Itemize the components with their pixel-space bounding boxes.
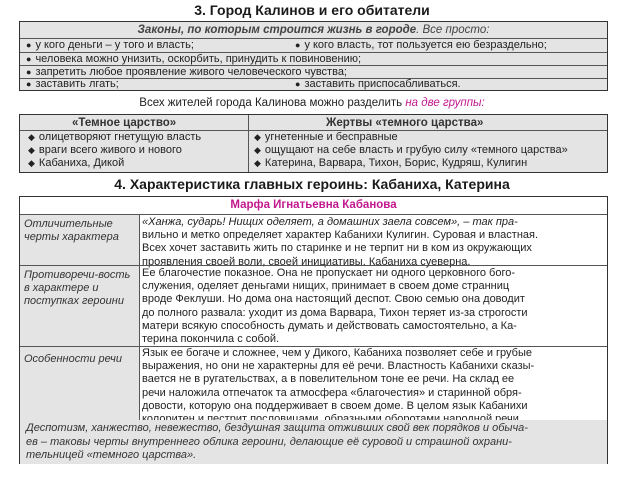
- law-item: ● заставить лгать;: [26, 78, 119, 90]
- laws-title-bold: Законы, по которым строится жизнь в городе: [137, 24, 417, 36]
- laws-title: [20, 24, 607, 36]
- group-item: ◆ олицетворяют гнетущую власть: [28, 131, 202, 143]
- laws-title-rest: . Все просто:: [416, 24, 490, 36]
- law-item: ● у кого власть, тот пользуется ею безраздельно;: [295, 39, 547, 51]
- group-item: ◆ Катерина, Варвара, Тихон, Борис, Кудряш, Кулигин: [254, 157, 528, 169]
- conclusion-text: Деспотизм, ханжество, невежество, бездушная защита отживших свой век порядков и обыча- ев – таковы черты внутреннего облика героини, делающие её суровой и страшной охрани- тельницей «темного царства».: [20, 420, 607, 464]
- row-label: Противоречи-вость в характере и поступках героини: [20, 266, 140, 346]
- section-4-title: 4. Характеристика главных героинь: Кабаниха, Катерина: [114, 176, 510, 192]
- law-item: ● запретить любое проявление живого человеческого чувства;: [26, 66, 347, 78]
- law-item: ● человека можно унизить, оскорбить, принудить к повиновению;: [26, 53, 362, 65]
- row-label: Отличительные черты характера: [20, 215, 140, 265]
- group-title-victims: Жертвы «темного царства»: [326, 117, 484, 129]
- row-text: «Ханжа, сударь! Нищих оделяет, а домашних заела совсем», – так пра- вильно и метко определяет характер Кабанихи Кулигин. Суровая и властная. Всех хочет заставить жить по старинке и не терпит ни в ком из окружающих проявления своей воли, своей инициативы. Кабаниха суеверна.: [142, 216, 539, 268]
- group-item: ◆ угнетенные и бесправные: [254, 131, 398, 143]
- group-item: ◆ ощущают на себе власть и грубую силу «темного царства»: [254, 144, 568, 156]
- law-item: ● заставить приспосабливаться.: [295, 78, 461, 90]
- groups-divider: [248, 115, 249, 172]
- group-title-dark-kingdom: «Темное царство»: [72, 117, 177, 129]
- table-title: Марфа Игнатьевна Кабанова: [20, 197, 607, 214]
- groups-box: [19, 114, 608, 173]
- row-text: Язык ее богаче и сложнее, чем у Дикого, Кабаниха позволяет себе и грубые выражения, но они не характерны для её речи. Властность Кабанихи сказы- вается не в ругательствах, а в повелительном тоне ее речи. На склад ее речи наложила отпечаток та атмосфера «благочестия» и старинной обря- довости, которую она поддерживает в своем доме. В целом язык Кабанихи: [142, 347, 535, 412]
- group-item: ◆ враги всего живого и нового: [28, 144, 182, 156]
- section-3-title: 3. Город Калинов и его обитатели: [194, 2, 430, 18]
- characteristic-table: [19, 196, 608, 464]
- group-item: ◆ Кабаниха, Дикой: [28, 157, 125, 169]
- laws-box: [19, 21, 608, 91]
- groups-intro: Всех жителей города Калинова можно разделить на две группы:: [139, 97, 485, 109]
- row-label: Особенности речи: [20, 347, 140, 420]
- law-item: ● у кого деньги – у того и власть;: [26, 39, 194, 51]
- row-text: Ее благочестие показное. Она не пропускает ни одного церковного бого- служения, оделяет деньгами нищих, принимает в своем доме странниц вроде Феклуши. Но дома она настоящий деспот. Свою семью она доводит до полного развала: уходит из дома Варвара, Тихон теряет из-за строгости матери всякую способность думать и действовать самостоятельно, а Ка- терина покончила с собой.: [142, 267, 528, 346]
